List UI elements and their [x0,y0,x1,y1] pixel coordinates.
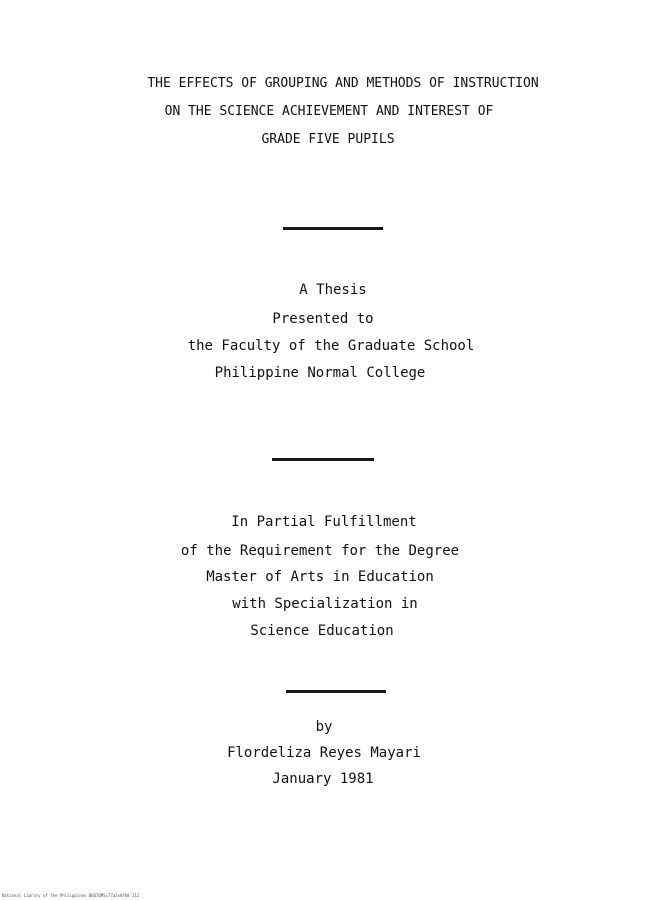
divider-rule-3 [286,690,386,693]
fulfillment-line-4: with Specialization in [232,596,418,612]
title-line-3: GRADE FIVE PUPILS [261,132,395,147]
presentation-line-4: Philippine Normal College [214,365,426,381]
author-name: Flordeliza Reyes Mayari [227,745,421,761]
presentation-line-2: Presented to [272,311,374,327]
title-line-2: ON THE SCIENCE ACHIEVEMENT AND INTEREST OF [164,104,494,119]
fulfillment-line-5: Science Education [250,623,394,639]
presentation-line-1: A Thesis [299,282,367,298]
fulfillment-line-3: Master of Arts in Education [206,569,434,585]
presentation-line-3: the Faculty of the Graduate School [187,338,475,354]
fulfillment-line-2: of the Requirement for the Degree [180,543,460,559]
divider-rule-1 [283,227,383,230]
title-line-1: THE EFFECTS OF GROUPING AND METHODS OF INSTRUCTION [147,76,539,91]
scan-footer-text: National Library of the Philippines B6070MSc77a1s0f08 212 [2,893,140,898]
thesis-date: January 1981 [272,771,374,787]
divider-rule-2 [272,458,374,461]
fulfillment-line-1: In Partial Fulfillment [231,514,417,530]
author-by: by [315,719,333,735]
